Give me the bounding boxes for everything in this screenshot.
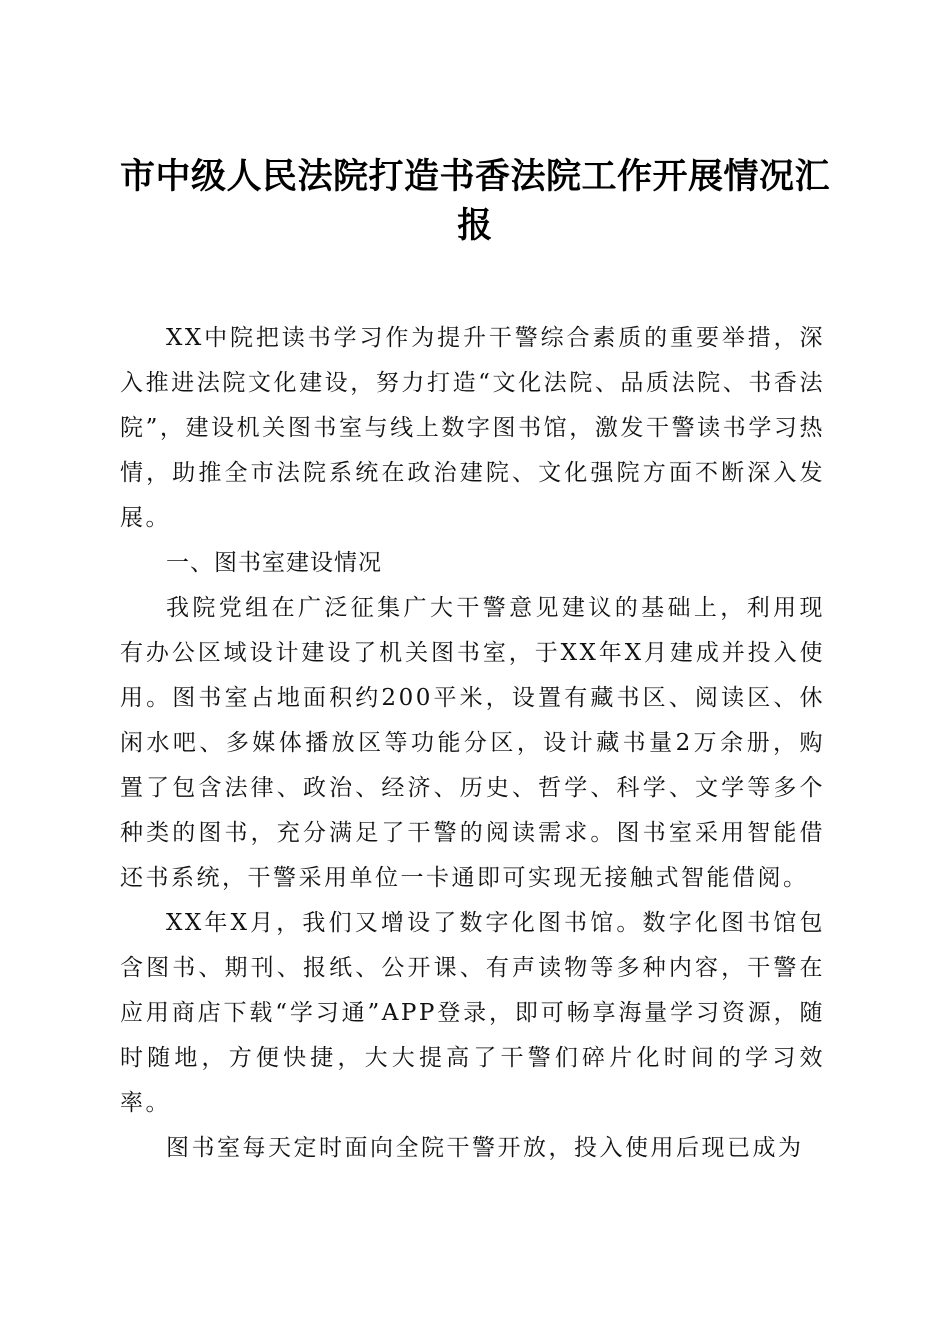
document-body: [120, 316, 825, 1171]
intro-paragraph: XX中院把读书学习作为提升干警综合素质的重要举措，深入推进法院文化建设，努力打造“文化法院、品质法院、书香法院”，建设机关图书室与线上数字图书馆，激发干警读书学习热情，助推全市法院系统在政治建院、文化强院方面不断深入发展。: [120, 325, 825, 531]
opening-hours-paragraph: 图书室每天定时面向全院干警开放，投入使用后现已成为: [166, 1135, 804, 1161]
digital-library-paragraph: XX年X月，我们又增设了数字化图书馆。数字化图书馆包含图书、期刊、报纸、公开课、有声读物等多种内容，干警在应用商店下载“学习通”APP登录，即可畅享海量学习资源，随时随地，方便快捷，大大提高了干警们碎片化时间的学习效率。: [120, 910, 825, 1116]
document-title: 市中级人民法院打造书香法院工作开展情况汇报: [119, 156, 830, 246]
section-heading-library: 一、图书室建设情况: [166, 550, 382, 576]
library-construction-paragraph: 我院党组在广泛征集广大干警意见建议的基础上，利用现有办公区域设计建设了机关图书室，于XX年X月建成并投入使用。图书室占地面积约200平米，设置有藏书区、阅读区、休闲水吧、多媒体播放区等功能分区，设计藏书量2万余册，购置了包含法律、政治、经济、历史、哲学、科学、文学等多个种类的图书，充分满足了干警的阅读需求。图书室采用智能借还书系统，干警采用单位一卡通即可实现无接触式智能借阅。: [120, 595, 825, 891]
